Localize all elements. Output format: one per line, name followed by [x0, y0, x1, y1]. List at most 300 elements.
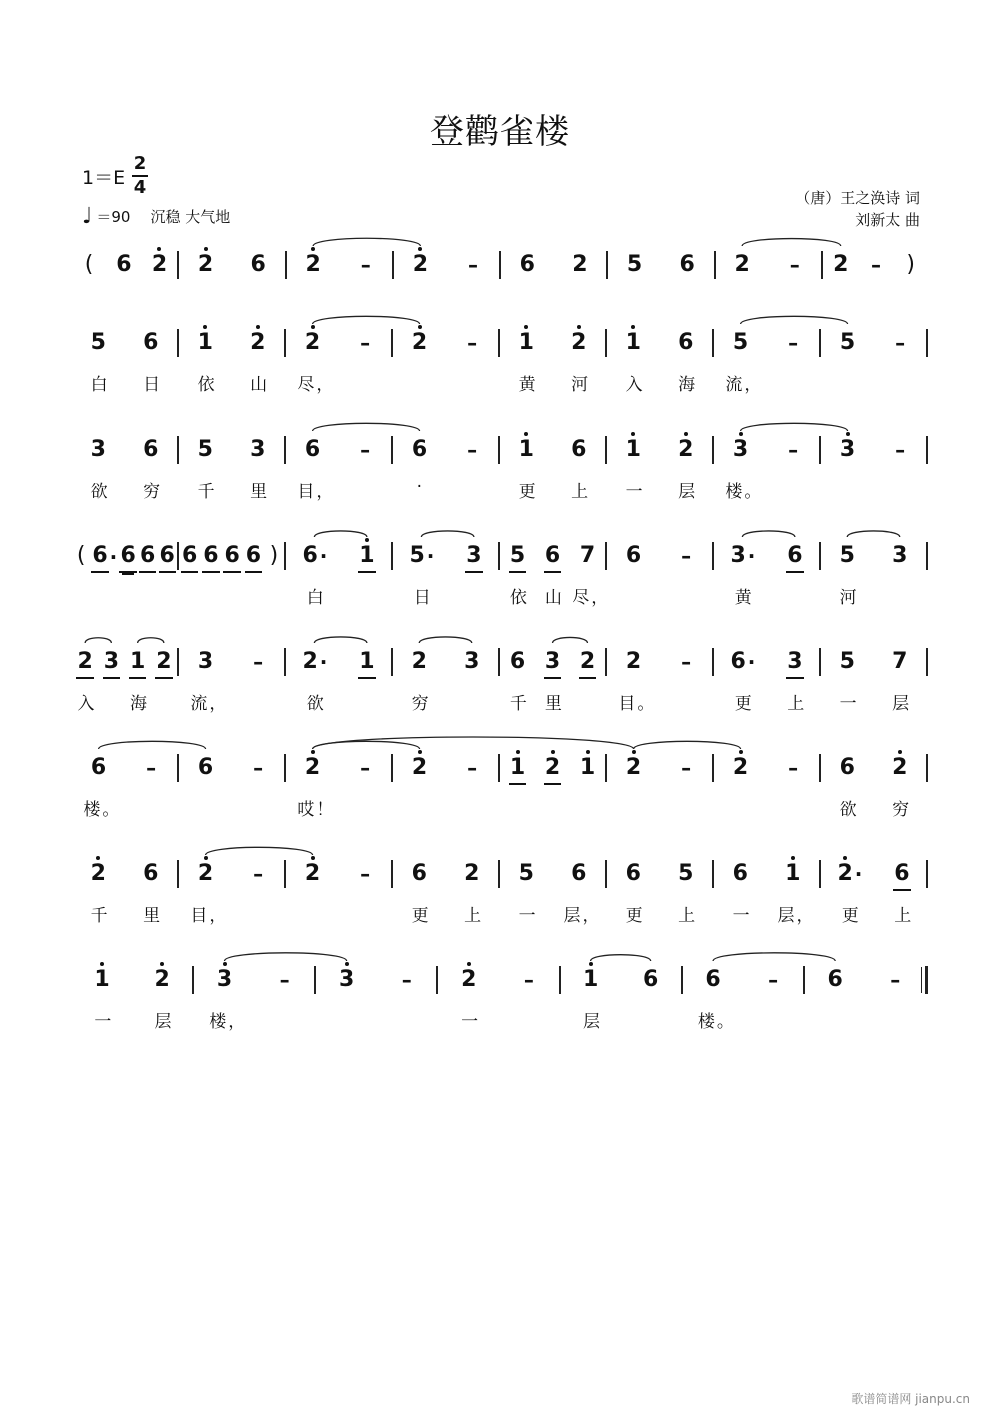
note — [777, 859, 816, 926]
note-digit: 3 — [839, 435, 856, 465]
note — [563, 859, 602, 926]
lyric: 入 — [77, 694, 97, 714]
extension-dash — [277, 965, 293, 995]
measure — [72, 250, 177, 280]
measure — [179, 753, 284, 783]
note — [411, 328, 428, 358]
lyric: 更 — [841, 906, 861, 926]
note — [142, 435, 163, 502]
note — [460, 965, 481, 1032]
note — [159, 541, 176, 573]
note — [197, 328, 217, 395]
note-digit: 1 — [625, 328, 642, 358]
measure — [316, 965, 436, 995]
lyric: 上 — [571, 482, 591, 502]
measure — [821, 859, 926, 926]
note — [411, 435, 428, 497]
note — [729, 647, 756, 714]
lyric: 更 — [625, 906, 645, 926]
measure — [287, 250, 392, 280]
note-digit: 5 — [732, 330, 749, 355]
extension-dash — [464, 328, 480, 358]
extension-dash — [785, 435, 801, 465]
measure — [393, 753, 498, 783]
measure — [823, 250, 928, 280]
note — [891, 753, 912, 820]
note-digit: 2 — [155, 647, 172, 679]
note-digit: 5 — [409, 543, 425, 568]
note — [697, 965, 736, 1032]
score-line — [72, 753, 928, 833]
note-digit: 6 — [143, 437, 159, 462]
dash-glyph: – — [871, 253, 882, 277]
note-digit: 6 — [143, 861, 159, 886]
extension-dash — [678, 753, 694, 783]
note-digit: 1 — [509, 753, 526, 785]
note — [544, 541, 564, 608]
note-digit: 2 — [570, 328, 587, 358]
note — [249, 435, 270, 502]
lyric: 上 — [894, 906, 914, 926]
dash-glyph: – — [279, 968, 290, 992]
note — [836, 859, 863, 926]
slur — [313, 741, 420, 749]
note — [625, 541, 642, 571]
measure — [438, 965, 558, 1032]
lyric: 依 — [197, 375, 217, 395]
measure — [286, 753, 391, 820]
note-digit: 5 — [197, 437, 213, 462]
measure — [500, 859, 605, 926]
dash-glyph: – — [681, 544, 692, 568]
extension-dash — [868, 250, 884, 280]
note — [519, 250, 536, 280]
measure — [179, 541, 284, 573]
key-signature: 1＝E — [82, 167, 126, 189]
note-digit: 3 — [786, 647, 803, 679]
note-digit: 6 — [571, 861, 587, 886]
lyric: 黄 — [518, 375, 538, 395]
slur — [419, 637, 472, 643]
note — [223, 541, 240, 573]
extension-dash — [357, 435, 373, 465]
extension-dash — [357, 753, 373, 783]
extension-dash — [399, 965, 415, 995]
note-digit: 6 — [197, 755, 214, 780]
extension-dash — [143, 753, 159, 783]
augmentation-dot: · — [319, 544, 328, 568]
credits — [795, 187, 920, 231]
dash-glyph: – — [467, 756, 478, 780]
lyric: 黄 — [734, 588, 754, 608]
augmentation-dot: · — [109, 545, 118, 569]
note-digit: 6 — [139, 541, 156, 573]
extension-dash — [465, 250, 481, 280]
measure — [683, 965, 803, 1032]
note — [891, 647, 912, 714]
note — [832, 250, 849, 280]
lyric: 目， — [297, 482, 336, 502]
augmentation-dot: · — [747, 544, 756, 568]
note-digit: 3 — [216, 965, 233, 995]
extension-dash — [785, 753, 801, 783]
quarter-note-icon: ♩ — [82, 204, 93, 229]
lyric: 一 — [625, 482, 645, 502]
note-digit: 6 — [250, 252, 266, 277]
note-digit: 2 — [833, 252, 849, 277]
note-digit: 2 — [76, 647, 93, 679]
lyric: 一 — [461, 1012, 481, 1032]
lyric: 依 — [509, 588, 529, 608]
note — [245, 541, 262, 573]
tempo-marking — [82, 206, 230, 227]
measure — [286, 328, 391, 395]
dash-glyph: – — [895, 331, 906, 355]
note-digit: 6 — [143, 330, 159, 355]
note — [304, 250, 321, 280]
note-digit: 2 — [625, 649, 642, 674]
measure — [714, 541, 819, 608]
lyric: 河 — [571, 375, 591, 395]
note-digit: 6 — [302, 543, 318, 568]
note — [129, 647, 150, 714]
lyric: 哎！ — [297, 800, 336, 820]
note-digit: 6 — [730, 649, 746, 674]
note-digit: 2 — [464, 861, 480, 886]
note-digit: 1 — [518, 435, 535, 465]
note-digit: 6 — [119, 541, 136, 573]
score-line — [72, 541, 928, 621]
note — [139, 541, 156, 573]
dash-glyph: – — [890, 968, 901, 992]
extension-dash — [521, 965, 537, 995]
note — [301, 647, 328, 714]
note — [732, 859, 752, 926]
dash-glyph: – — [523, 968, 534, 992]
slur — [85, 638, 111, 643]
lyric: 层 — [678, 482, 698, 502]
note-digit: 2 — [304, 753, 321, 783]
note — [509, 541, 529, 608]
lyric: 层， — [777, 906, 816, 926]
note — [411, 859, 431, 926]
extension-dash — [250, 859, 266, 889]
note — [893, 859, 914, 926]
note-digit: 5 — [518, 861, 534, 886]
note — [90, 328, 110, 395]
augmentation-dot: · — [747, 650, 756, 674]
note — [544, 753, 561, 785]
note — [411, 647, 431, 714]
note — [115, 250, 132, 280]
lyric: 楼。 — [725, 482, 764, 502]
note-digit: 6 — [159, 541, 176, 573]
measure — [821, 647, 926, 714]
measure — [72, 753, 177, 820]
note-digit: 6 — [519, 252, 535, 277]
extension-dash — [785, 328, 801, 358]
note-digit: 3 — [90, 437, 106, 462]
measure — [821, 541, 926, 608]
measure — [821, 753, 926, 820]
note-digit: 5 — [678, 861, 694, 886]
note-digit: 6 — [181, 541, 198, 573]
note — [301, 541, 328, 608]
measure — [72, 859, 177, 926]
measure — [716, 250, 821, 280]
lyric: 一 — [732, 906, 752, 926]
lyric: 穷 — [143, 482, 163, 502]
extension-dash — [358, 250, 374, 280]
note — [625, 859, 645, 926]
lyric: 欲 — [839, 800, 859, 820]
measure — [714, 435, 819, 502]
note — [677, 328, 698, 395]
note-digit: 7 — [892, 649, 908, 674]
lyric: 一 — [839, 694, 859, 714]
measure — [179, 859, 284, 926]
lyric: 河 — [839, 588, 859, 608]
barline — [926, 648, 928, 676]
measure — [714, 647, 819, 714]
extension-dash — [678, 541, 694, 571]
note — [358, 541, 375, 573]
measure — [72, 965, 192, 1032]
note — [408, 541, 435, 608]
note-digit: 3 — [338, 965, 355, 995]
note — [891, 541, 908, 571]
note-digit: 6 — [827, 967, 843, 992]
measure — [286, 859, 391, 889]
note — [209, 965, 248, 1032]
note — [625, 328, 645, 395]
note-digit: 6 — [625, 543, 642, 568]
lyric: 更 — [518, 482, 538, 502]
note-digit: 6 — [304, 437, 321, 462]
lyric: 上 — [678, 906, 698, 926]
measure — [714, 859, 819, 926]
note-digit: 6 — [411, 437, 428, 462]
note-digit: 5 — [839, 649, 855, 674]
augmentation-dot: · — [426, 544, 435, 568]
note-digit: 6 — [509, 649, 526, 674]
note-digit: 1 — [625, 435, 642, 465]
note — [202, 541, 219, 573]
measure — [608, 250, 713, 280]
note — [250, 250, 267, 280]
note-digit: 6 — [705, 967, 721, 992]
note — [411, 753, 428, 783]
note-digit: 2 — [304, 250, 321, 280]
lyric: 层， — [563, 906, 602, 926]
note-digit: 3 — [103, 647, 120, 679]
extension-dash — [765, 965, 781, 995]
note — [90, 435, 110, 502]
extension-dash — [250, 647, 266, 677]
augmentation-dot: · — [319, 650, 328, 674]
lyric: 日 — [143, 375, 163, 395]
lyric: 入 — [625, 375, 645, 395]
note-digit: 1 — [518, 328, 535, 358]
note-digit: 6 — [839, 755, 855, 780]
dash-glyph: – — [360, 438, 371, 462]
score-line — [72, 435, 928, 515]
lyricist: （唐）王之涣诗 词 — [795, 189, 920, 207]
lyric: 海 — [678, 375, 698, 395]
measure — [72, 328, 177, 395]
note-digit: 2 — [460, 965, 477, 995]
lyric: 流， — [725, 375, 764, 395]
measure — [607, 859, 712, 926]
measure — [194, 965, 314, 1032]
barline — [926, 329, 928, 357]
note — [570, 435, 591, 502]
slur — [313, 423, 420, 431]
note — [642, 965, 659, 995]
dash-glyph: – — [467, 438, 478, 462]
note-digit: 6 — [643, 967, 659, 992]
measure — [179, 435, 284, 502]
note — [358, 647, 375, 679]
dash-glyph: – — [146, 756, 157, 780]
note-digit: 5 — [90, 330, 106, 355]
measure — [72, 647, 177, 714]
note — [119, 541, 136, 573]
note-digit: 6 — [544, 541, 561, 573]
parenthesis — [903, 250, 919, 280]
extension-dash — [892, 328, 908, 358]
dash-glyph: – — [681, 650, 692, 674]
note — [618, 647, 657, 714]
lyric: 上 — [464, 906, 484, 926]
note — [304, 859, 321, 889]
extension-dash — [678, 647, 694, 677]
note-digit: 1 — [358, 541, 375, 573]
note — [297, 435, 336, 502]
lyric: 楼。 — [83, 800, 122, 820]
measure — [561, 965, 681, 1032]
note-digit: 2 — [732, 753, 749, 783]
slur — [206, 847, 313, 855]
note-digit: 5 — [839, 543, 855, 568]
note-digit: 1 — [784, 859, 801, 889]
parenthesis — [81, 250, 97, 280]
measure — [821, 328, 926, 358]
measure — [179, 250, 284, 280]
note — [677, 435, 698, 502]
lyric: 层 — [582, 1012, 602, 1032]
note — [544, 647, 564, 714]
note — [518, 859, 538, 926]
measure — [607, 541, 712, 571]
note-digit: 2 — [411, 328, 428, 358]
note — [509, 647, 529, 714]
note — [181, 541, 198, 573]
slur — [742, 531, 794, 537]
extension-dash — [357, 328, 373, 358]
note — [297, 328, 336, 395]
dash-glyph: – — [788, 756, 799, 780]
extension-dash — [892, 435, 908, 465]
note — [786, 541, 803, 573]
time-signature — [132, 154, 148, 198]
slur — [99, 741, 206, 749]
measure — [393, 541, 498, 608]
slur — [225, 953, 347, 961]
note — [190, 647, 229, 714]
dash-glyph: – — [253, 650, 264, 674]
tempo-value: ＝90 — [96, 208, 131, 226]
note-digit: 2 — [304, 328, 321, 358]
measure — [393, 859, 498, 926]
measure — [500, 753, 605, 785]
note-digit: 3 — [464, 649, 480, 674]
measure — [607, 435, 712, 502]
watermark: 歌谱简谱网 jianpu.cn — [851, 1392, 970, 1406]
note-digit: 2 — [891, 753, 908, 783]
note — [725, 435, 764, 502]
note — [197, 753, 214, 783]
slur — [634, 741, 741, 749]
note — [197, 435, 217, 502]
note — [338, 965, 355, 995]
slur — [847, 531, 900, 537]
score-line — [72, 250, 928, 330]
lyric: 一 — [94, 1012, 114, 1032]
lyric: 楼， — [209, 1012, 248, 1032]
song-title: 登鹳雀楼 — [430, 112, 570, 152]
lyric: 一 — [518, 906, 538, 926]
note-digit: 6 — [678, 330, 694, 355]
slur — [314, 531, 366, 537]
measure — [714, 753, 819, 783]
note-digit: 2 — [544, 753, 561, 785]
note — [190, 859, 229, 926]
score-line — [72, 859, 928, 939]
note-digit: 3 — [732, 435, 749, 465]
lyric: 千 — [90, 906, 110, 926]
note-digit: 3 — [730, 543, 746, 568]
dash-glyph: – — [253, 756, 264, 780]
note — [625, 753, 642, 783]
lyric: · — [416, 477, 425, 497]
measure — [393, 647, 498, 714]
lyric: 里 — [250, 482, 270, 502]
note-digit: 6 — [90, 755, 107, 780]
note-digit: 6 — [893, 859, 910, 891]
note-digit: 1 — [93, 965, 110, 995]
note — [155, 647, 172, 679]
lyric: 里 — [143, 906, 163, 926]
note — [582, 965, 602, 1032]
measure — [500, 435, 605, 502]
extension-dash — [887, 965, 903, 995]
note — [729, 541, 756, 608]
note — [151, 250, 168, 280]
measure — [179, 647, 284, 714]
slur — [742, 239, 841, 246]
dash-glyph: – — [360, 756, 371, 780]
lyric: 更 — [734, 694, 754, 714]
note-digit: 2 — [411, 649, 427, 674]
lyric: 白 — [90, 375, 110, 395]
dash-glyph: – — [681, 756, 692, 780]
note-digit: 6 — [202, 541, 219, 573]
lyric: 山 — [250, 375, 270, 395]
measure — [72, 435, 177, 502]
slur — [553, 637, 588, 643]
time-signature-top: 2 — [133, 153, 147, 174]
